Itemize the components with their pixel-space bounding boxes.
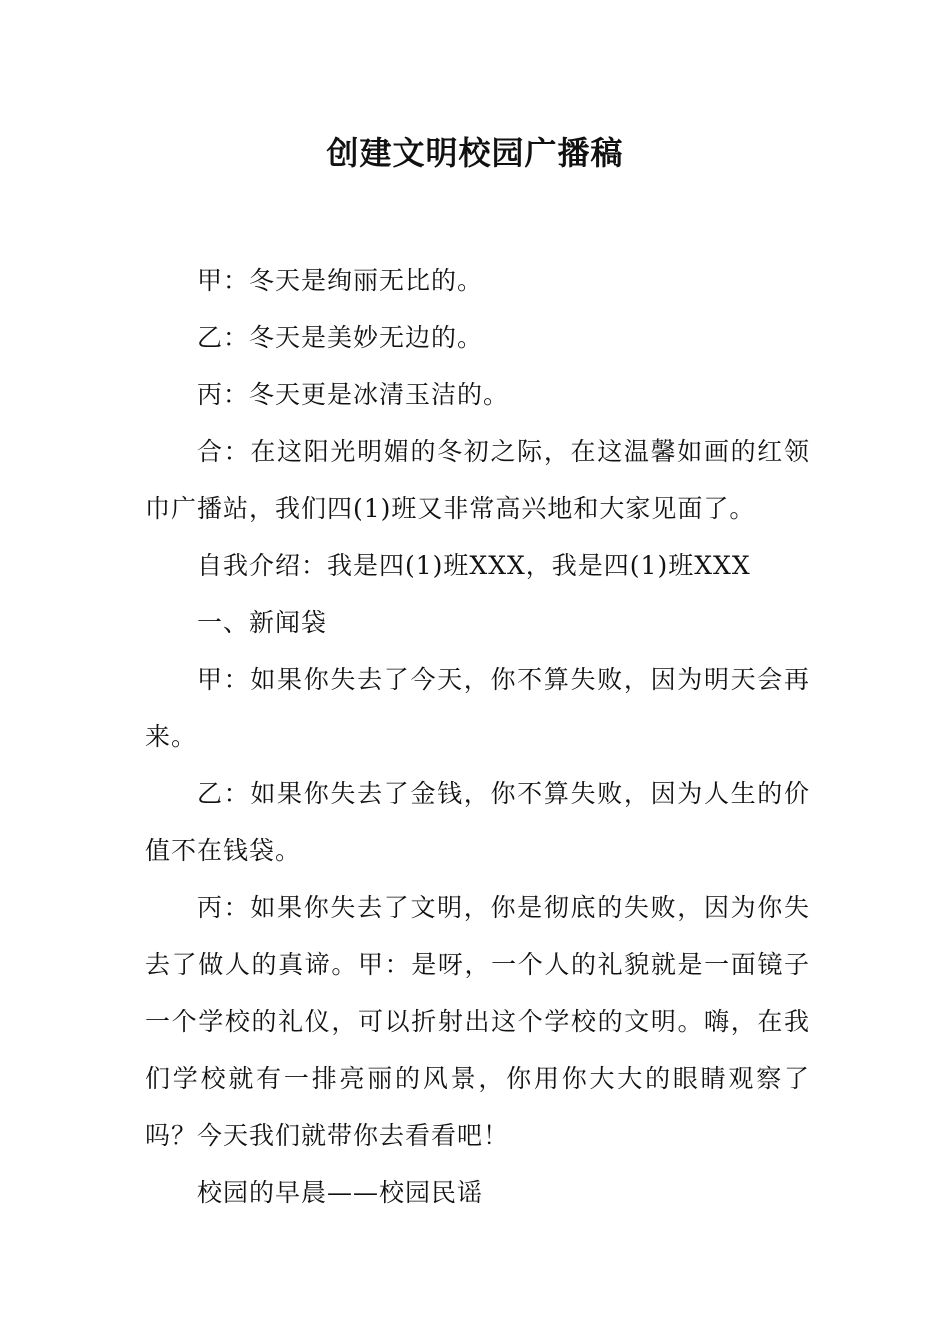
document-body — [145, 252, 810, 1221]
paragraph: 校园的早晨——校园民谣 — [197, 1178, 484, 1207]
paragraph: 甲：冬天是绚丽无比的。 — [197, 266, 484, 295]
paragraph: 一、新闻袋 — [197, 608, 328, 637]
paragraph: 合：在这阳光明媚的冬初之际，在这温馨如画的红领巾广播站，我们四(1)班又非常高兴地和大家见面了。 — [145, 437, 810, 523]
paragraph: 自我介绍：我是四(1)班XXX，我是四(1)班XXX — [197, 551, 751, 580]
paragraph: 甲：如果你失去了今天，你不算失败，因为明天会再来。 — [145, 665, 810, 751]
paragraph: 丙：冬天更是冰清玉洁的。 — [197, 380, 510, 409]
paragraph: 乙：冬天是美妙无边的。 — [197, 323, 484, 352]
paragraph: 丙：如果你失去了文明，你是彻底的失败，因为你失去了做人的真谛。甲：是呀，一个人的礼貌就是一面镜子一个学校的礼仪，可以折射出这个学校的文明。嗨，在我们学校就有一排亮丽的风景，你用你大大的眼睛观察了吗？今天我们就带你去看看吧！ — [145, 893, 810, 1150]
paragraph: 乙：如果你失去了金钱，你不算失败，因为人生的价值不在钱袋。 — [145, 779, 810, 865]
document-title: 创建文明校园广播稿 — [326, 134, 624, 172]
